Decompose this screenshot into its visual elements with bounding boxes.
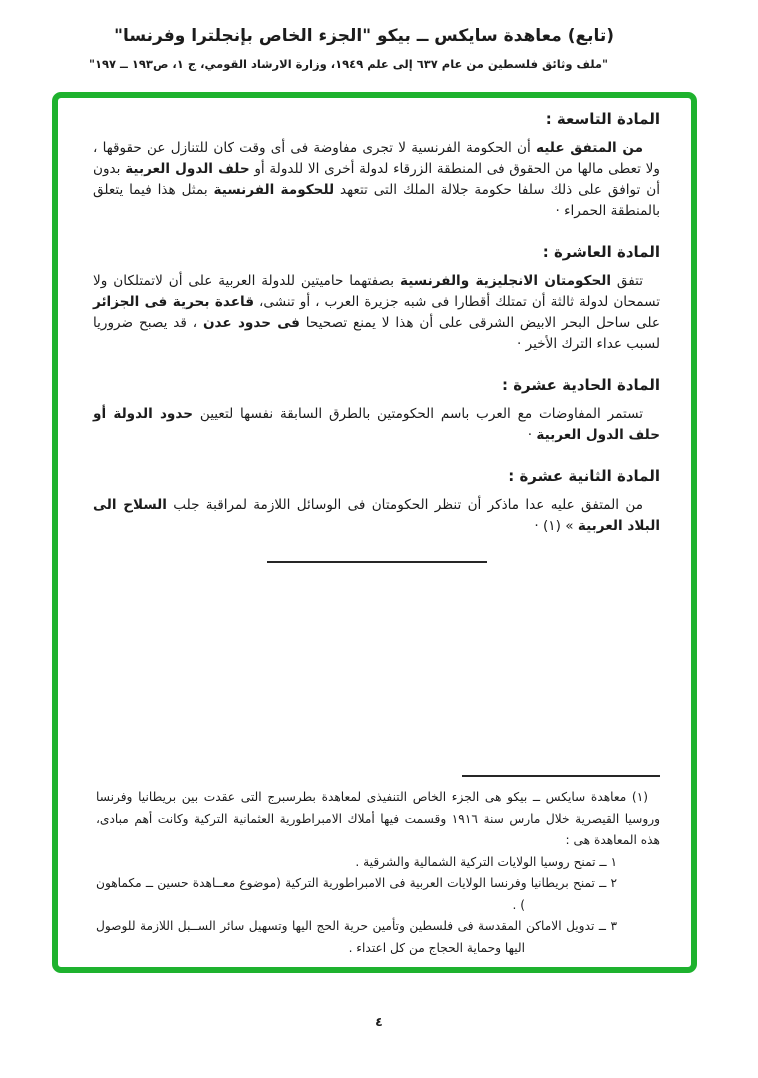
text-run: حدود الدولة أو حلف الدول العربية bbox=[93, 406, 660, 443]
document-title: (تابع) معاهدة سايكس ــ بيكو "الجزء الخاص بإنجلترا وفرنسا" bbox=[114, 26, 614, 46]
text-run: للحكومة الفرنسية bbox=[213, 182, 335, 198]
text-run: تستمر المفاوضات مع العرب باسم الحكومتين بالطرق السابقة نفسها لتعيين bbox=[193, 406, 643, 422]
article-heading: المادة الحادية عشرة : bbox=[501, 376, 660, 394]
text-run: الحكومتان الانجليزية والفرنسية bbox=[399, 273, 612, 289]
text-run: بمثل هذا فيما يتعلق بالمنطقة الحمراء · bbox=[93, 182, 660, 219]
text-run: » (١) · bbox=[534, 518, 578, 534]
text-run: فى حدود عدن bbox=[202, 315, 300, 331]
footnote-item: ١ ــ تمنح روسيا الولايات التركية الشمالية والشرقية . bbox=[355, 854, 617, 869]
footnote-item: ٢ ــ تمنح بريطانيا وفرنسا الولايات العربية فى الامبراطورية التركية (موضوع معــاهدة حسين ــ مكماهون ) . bbox=[96, 876, 617, 912]
text-run: على ساحل البحر الابيض الشرقى على أن هذا لا يمنع تصحيحا bbox=[299, 315, 661, 331]
article-paragraph bbox=[93, 138, 660, 222]
article-heading: المادة الثانية عشرة : bbox=[508, 467, 660, 485]
text-run: تتفق bbox=[611, 273, 644, 289]
text-run: السلاح الى البلاد العربية bbox=[93, 497, 660, 534]
footnote-item: ٣ ــ تدويل الاماكن المقدسة فى فلسطين وتأمين حرية الحج اليها وتسهيل سائر الســبل اللازمة للوصول اليها وحماية الحجاج من كل اعتداء . bbox=[96, 919, 617, 955]
footnote-intro: (١) معاهدة سايكس ــ بيكو هى الجزء الخاص التنفيذى لمعاهدة بطرسبرج التى عقدت بين بريطانيا وفرنسا وروسيا القيصرية خلال مارس سنة ١٩١٦ وقسمت فيها أملاك الامبراطورية العثمانية التركية وكانت أهم مبادى، هذه المعاهدة هى : bbox=[96, 790, 660, 847]
text-run: قاعدة بحرية فى الجزائر bbox=[93, 294, 255, 310]
article-paragraph bbox=[93, 271, 660, 355]
text-run: من المتفق عليه bbox=[536, 140, 643, 156]
article-paragraph bbox=[93, 495, 660, 537]
text-run: من المتفق عليه عدا ماذكر أن تنظر الحكومتان فى الوسائل اللازمة لمراقبة جلب bbox=[166, 497, 644, 513]
footnote bbox=[96, 775, 660, 959]
text-run: ، قد يصبح ضروريا لسبب عداء الترك الأخير · bbox=[93, 315, 660, 352]
section-separator bbox=[267, 561, 487, 563]
article-heading: المادة التاسعة : bbox=[545, 110, 660, 128]
text-run: · bbox=[527, 427, 537, 443]
annotation-rectangle bbox=[52, 92, 697, 973]
articles bbox=[93, 110, 660, 537]
text-run: بدون أن توافق على ذلك سلفا حكومة جلالة الملك التى تتعهد bbox=[93, 161, 660, 198]
document-source-line: "ملف وثائق فلسطين من عام ٦٣٧ إلى علم ١٩٤٩، وزارة الارشاد القومي، ج ١، ص١٩٣ ــ ١٩٧" bbox=[88, 57, 608, 71]
page-number: ٤ bbox=[375, 1014, 383, 1029]
treaty-body bbox=[58, 98, 691, 563]
text-run: حلف الدول العربية bbox=[125, 161, 250, 177]
footnote-items bbox=[96, 852, 660, 960]
text-run: أن الحكومة الفرنسية لا تجرى مفاوضة فى أى وقت كان للتنازل عن حقوقها ، ولا تعطى مالها من الحقوق فى المنطقة الزرقاء لدولة أخرى الا للدولة أو bbox=[93, 140, 660, 177]
article-heading: المادة العاشرة : bbox=[542, 243, 660, 261]
footnote-rule bbox=[462, 775, 660, 777]
article-paragraph bbox=[93, 404, 660, 446]
text-run: بصفتهما حاميتين للدولة العربية على أن لاتمتلكان ولا تسمحان لدولة ثالثة أن تمتلك أقطارا فى شبه جزيرة العرب ، أو تنشى، bbox=[93, 273, 660, 310]
